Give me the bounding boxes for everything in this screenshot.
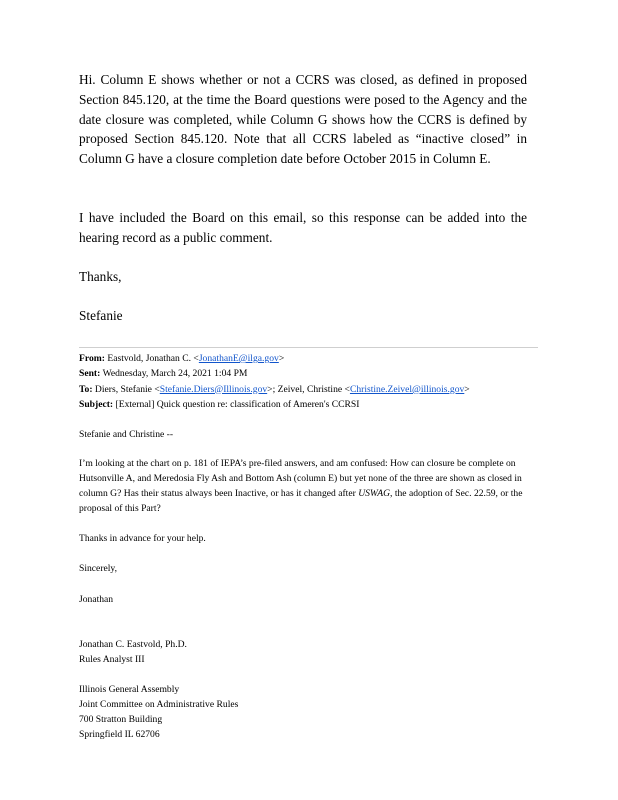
organization-line-4: Springfield IL 62706 — [79, 729, 160, 740]
organization-line-2: Joint Committee on Administrative Rules — [79, 699, 239, 710]
organization-line-3: 700 Stratton Building — [79, 714, 163, 725]
original-body — [79, 456, 539, 516]
signature-title: Rules Analyst III — [79, 654, 145, 665]
to-row — [79, 382, 549, 397]
original-body-post: , the adoption of Sec. 22.59, or the proposal of this Part? — [79, 488, 523, 514]
from-row — [79, 351, 549, 366]
reply-paragraph-1 — [79, 70, 527, 169]
signature-block — [79, 637, 539, 667]
to-email-link-2[interactable]: Christine.Zeivel@illinois.gov — [349, 383, 465, 395]
from-name: Eastvold, Jonathan C. < — [107, 353, 199, 364]
subject-label: Subject: — [79, 398, 114, 410]
to-email-link-1[interactable]: Stefanie.Diers@Illinois.gov — [159, 383, 268, 395]
subject-value: [External] Quick question re: classification of Ameren's CCRSI — [115, 398, 360, 410]
organization-line-1: Illinois General Assembly — [79, 684, 180, 695]
original-thanks-text: Thanks in advance for your help. — [79, 533, 206, 544]
original-name — [79, 592, 539, 607]
reply-thanks-text: Thanks, — [79, 269, 122, 284]
original-body-pre: I’m looking at the chart on p. 181 of IEPA’s pre-filed answers, and am confused: How can closure be complete on Hutsonville A, and Meredosia Fly Ash and Bottom Ash (column E) but yet none of the three are shown as closed in column G? Has their status always been Inactive, or has it changed after — [79, 458, 522, 499]
from-close: > — [278, 353, 285, 364]
reply-paragraph-2 — [79, 208, 527, 248]
organization-block — [79, 682, 539, 742]
reply-paragraph-2-text: I have included the Board on this email, so this response can be added into the hearing record as a public comment. — [79, 210, 527, 245]
reply-paragraph-1-text: Hi. Column E shows whether or not a CCRS was closed, as defined in proposed Section 845.120, at the time the Board questions were posed to the Agency and the date closure was completed, while Column G shows how the CCRS is defined by proposed Section 845.120. Note that all CCRS labeled as “inactive closed” in Column G have a closure completion date before October 2015 in Column E. — [79, 72, 527, 167]
reply-signature — [79, 306, 527, 326]
original-name-text: Jonathan — [79, 594, 114, 605]
original-closing — [79, 561, 539, 576]
from-label: From: — [79, 353, 105, 364]
from-email-link[interactable]: JonathanE@ilga.gov — [198, 353, 279, 364]
original-greeting-text: Stefanie and Christine -- — [79, 429, 174, 440]
sent-row — [79, 366, 549, 381]
original-greeting — [79, 427, 539, 442]
reply-signature-text: Stefanie — [79, 308, 123, 323]
original-thanks — [79, 531, 539, 546]
to-separator: >; Zeivel, Christine < — [267, 383, 350, 395]
forwarded-header — [79, 351, 549, 412]
original-body-text — [79, 456, 539, 516]
original-closing-text: Sincerely, — [79, 563, 118, 574]
original-body-italic: USWAG — [358, 488, 391, 499]
message-divider — [79, 347, 538, 348]
sent-label: Sent: — [79, 368, 101, 380]
sent-value: Wednesday, March 24, 2021 1:04 PM — [102, 368, 248, 380]
to-name-1: Diers, Stefanie < — [94, 383, 160, 395]
signature-name: Jonathan C. Eastvold, Ph.D. — [79, 639, 187, 650]
reply-thanks — [79, 267, 527, 287]
subject-row — [79, 397, 549, 412]
to-label: To: — [79, 383, 93, 395]
to-close: > — [464, 383, 470, 395]
